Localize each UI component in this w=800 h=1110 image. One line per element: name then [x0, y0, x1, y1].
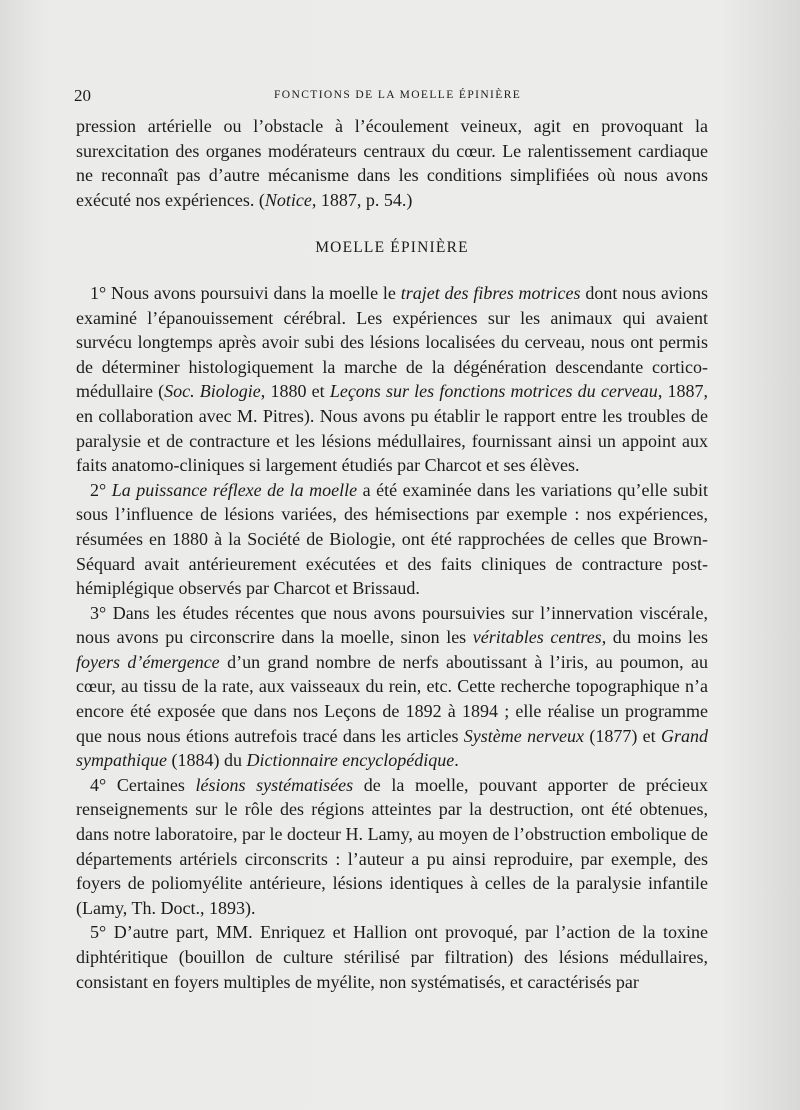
page-header	[74, 86, 714, 108]
paragraph-4	[76, 773, 708, 921]
text-run: de la moelle, pouvant apporter de précieux renseignements sur le rôle des régions atteintes par la destruction, ont été obtenues, dans notre laboratoire, par le docteur H. Lamy, au moyen de l’obstruction embolique de départements artériels circonscrits : l’auteur a pu ainsi reproduire, par exemple, des foyers de poliomyélite antérieure, lésions identiques à celles de la paralysie infantile (Lamy, Th. Doct., 1893).	[76, 774, 708, 918]
text-run: 5° D’autre part, MM. Enriquez et Hallion ont provoqué, par l’action de la toxine diphtéritique (bouillon de culture stérilisé par filtration) des lésions médullaires, consistant en foyers multiples de myélite, non systématisés, et caractérisés par	[76, 922, 708, 992]
text-run: 2°	[90, 479, 112, 500]
text-run: a été examinée dans les variations qu’elle subit sous l’influence de lésions variées, des hémisections par exemple : nos expériences, résumées en 1880 à la Société de Biologie, ont été rapprochées de celles que Brown-Séquard avait antérieurement exécutées et des faits cliniques de contracture post-hémiplégique observés par Charcot et Brissaud.	[76, 479, 709, 599]
text-run: .	[454, 750, 459, 771]
text-run: 1° Nous avons poursuivi dans la moelle le	[90, 282, 401, 303]
italic-term: véritables centres	[472, 627, 602, 648]
text-run: , du moins les	[601, 627, 708, 648]
section-title: MOELLE ÉPINIÈRE	[315, 239, 469, 257]
text-run: dont nous avions examiné l’épanouissement cérébral. Les expériences sur les animaux qui avaient survécu longtemps après avoir subi des lésions localisées du cerveau, nous ont permis de déterminer histologiquement la marche de la dégénération descendante cortico-médullaire (	[76, 282, 708, 402]
italic-term: La puissance réflexe de la moelle	[111, 479, 358, 500]
text-run: , 1887, en collaboration avec M. Pitres). Nous avons pu établir le rapport entre les troubles de paralysie et de contracture et les lésions médullaires, fournissant ainsi un appoint aux faits anatomo-cliniques si largement étudiés par Charcot et ses élèves.	[76, 381, 708, 476]
text-run: , 1880 et	[260, 381, 330, 402]
italic-citation: Soc. Biologie	[164, 381, 261, 402]
italic-citation: Leçons sur les fonctions motrices du cerveau	[329, 381, 658, 402]
text-run: (1877) et	[584, 725, 661, 746]
text-run: 3° Dans les études récentes que nous avons poursuivies sur l’innervation viscérale, nous avons pu circonscrire dans la moelle, sinon les	[76, 602, 708, 648]
text-run: 4° Certaines	[90, 774, 196, 795]
italic-term: lésions systématisées	[195, 774, 354, 795]
paragraph-1	[76, 281, 708, 478]
italic-citation: Grand sympathique	[76, 725, 709, 771]
paragraph-continued	[76, 114, 708, 212]
paragraph-2	[76, 478, 708, 601]
italic-term: trajet des fibres motrices	[400, 282, 581, 303]
text-run: pression artérielle ou l’obstacle à l’écoulement veineux, agit en provoquant la surexcitation des organes modérateurs centraux du cœur. Le ralentissement cardiaque ne reconnaît pas d’autre mécanisme dans les conditions simplifiées où nous avons exécuté nos expériences. (	[76, 116, 708, 210]
text-run: d’un grand nombre de nerfs aboutissant à l’iris, au poumon, au cœur, au tissu de la rate, aux vaisseaux du rein, etc. Cette recherche topographique n’a encore été exposée que dans nos Leçons de 1892 à 1894 ; elle réalise un programme que nous nous étions autrefois tracé dans les articles	[76, 651, 709, 746]
italic-citation: Système nerveux	[463, 725, 585, 746]
running-title: FONCTIONS DE LA MOELLE ÉPINIÈRE	[274, 89, 522, 101]
paragraph-5	[76, 920, 708, 994]
italic-citation: Dictionnaire encyclopédique	[246, 750, 455, 771]
paragraph-3	[76, 601, 708, 773]
page-number: 20	[74, 86, 91, 105]
text-run: , 1887, p. 54.)	[311, 189, 413, 210]
italic-term: foyers d’émergence	[76, 651, 220, 672]
body-text	[76, 114, 708, 994]
italic-citation: Notice	[264, 189, 312, 210]
text-run: (1884) du	[166, 750, 247, 771]
